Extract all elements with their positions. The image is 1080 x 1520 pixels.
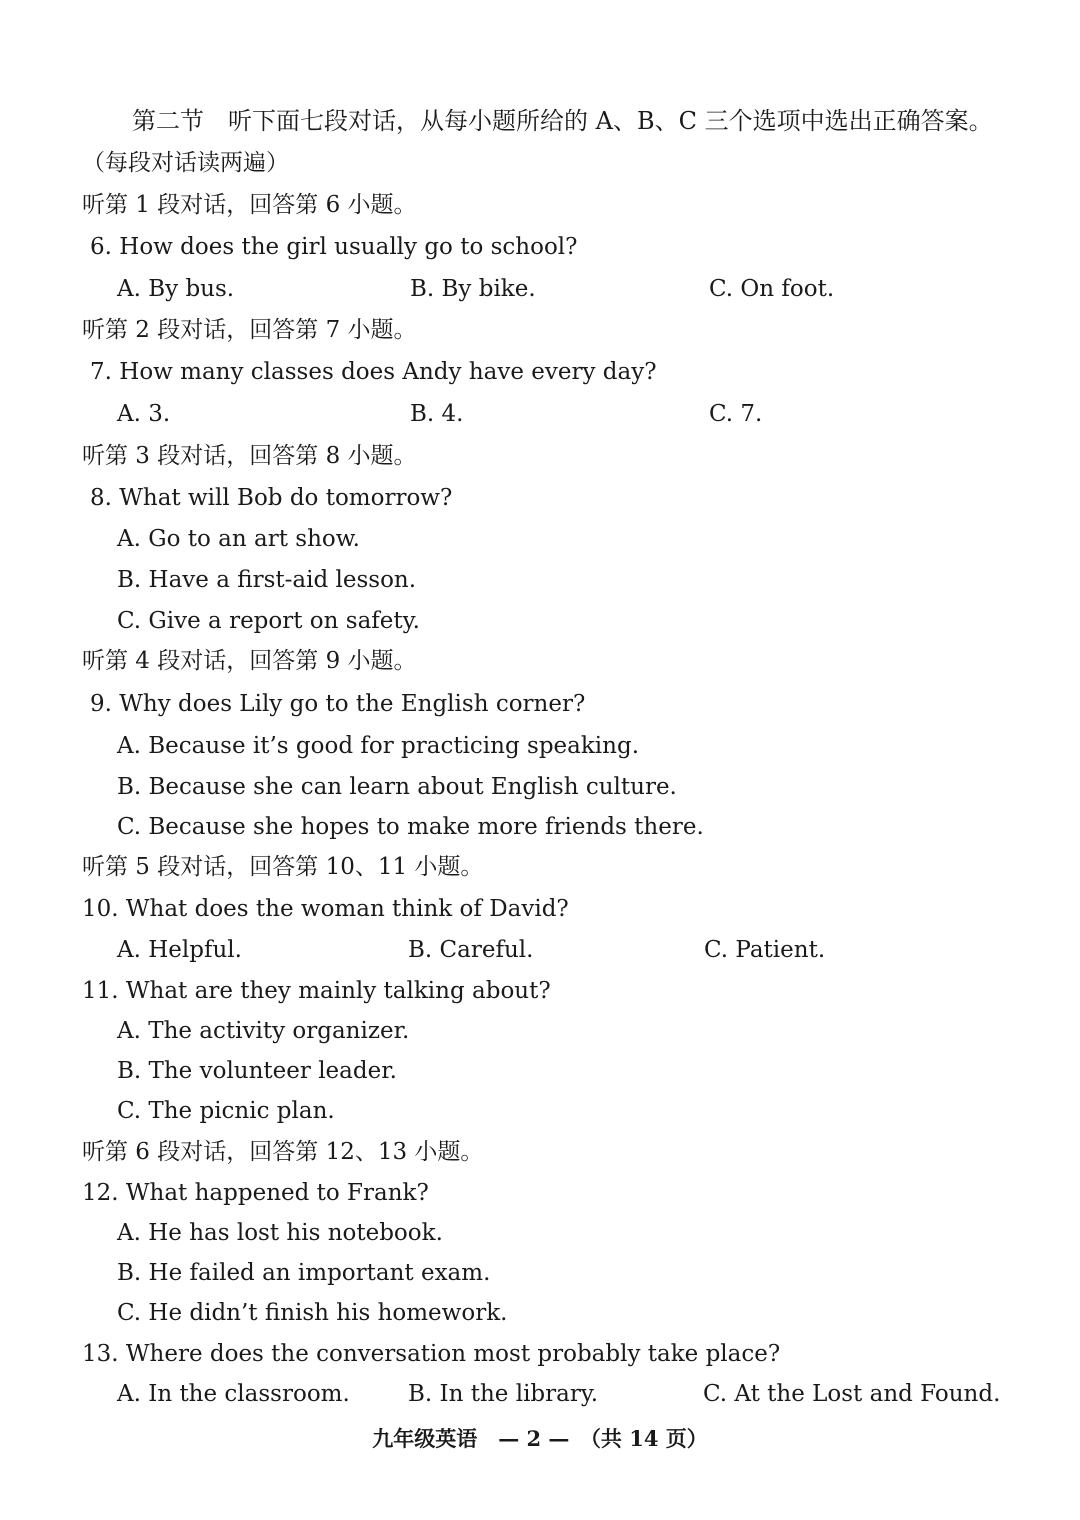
dialog-6-instruction: 听第 6 段对话，回答第 12、13 小题。: [82, 1139, 484, 1165]
question-12-option-a: A. He has lost his notebook.: [117, 1220, 443, 1246]
question-9-option-b: B. Because she can learn about English culture.: [117, 774, 677, 800]
dialog-3-instruction: 听第 3 段对话，回答第 8 小题。: [82, 443, 417, 469]
question-10-option-a: A. Helpful.: [117, 937, 242, 963]
question-6-stem: 6. How does the girl usually go to school?: [90, 234, 578, 260]
question-12-option-c: C. He didn’t finish his homework.: [117, 1300, 508, 1326]
question-8-stem: 8. What will Bob do tomorrow?: [90, 485, 453, 511]
question-6-option-b: B. By bike.: [410, 276, 536, 302]
dialog-4-instruction: 听第 4 段对话，回答第 9 小题。: [82, 648, 417, 674]
question-11-stem: 11. What are they mainly talking about?: [82, 978, 551, 1004]
question-8-option-a: A. Go to an art show.: [117, 526, 360, 552]
question-10-option-c: C. Patient.: [704, 937, 826, 963]
question-6-option-c: C. On foot.: [709, 276, 835, 302]
question-12-stem: 12. What happened to Frank?: [82, 1180, 429, 1206]
question-9-stem: 9. Why does Lily go to the English corner?: [90, 691, 586, 717]
question-13-option-b: B. In the library.: [408, 1381, 599, 1407]
dialog-1-instruction: 听第 1 段对话，回答第 6 小题。: [82, 192, 417, 218]
page-footer: 九年级英语 — 2 — （共 14 页）: [372, 1426, 708, 1451]
question-11-option-b: B. The volunteer leader.: [117, 1058, 397, 1084]
question-7-option-b: B. 4.: [410, 401, 464, 427]
question-11-option-a: A. The activity organizer.: [117, 1018, 410, 1044]
question-10-option-b: B. Careful.: [408, 937, 534, 963]
question-12-option-b: B. He failed an important exam.: [117, 1260, 491, 1286]
question-7-option-c: C. 7.: [709, 401, 763, 427]
question-9-option-c: C. Because she hopes to make more friends there.: [117, 814, 704, 840]
question-8-option-c: C. Give a report on safety.: [117, 608, 420, 634]
dialog-5-instruction: 听第 5 段对话，回答第 10、11 小题。: [82, 854, 484, 880]
question-13-option-c: C. At the Lost and Found.: [703, 1381, 1001, 1407]
section-note: （每段对话读两遍）: [82, 150, 289, 176]
question-6-option-a: A. By bus.: [117, 276, 235, 302]
question-7-option-a: A. 3.: [117, 401, 171, 427]
question-13-stem: 13. Where does the conversation most probably take place?: [82, 1341, 781, 1367]
question-10-stem: 10. What does the woman think of David?: [82, 896, 569, 922]
question-11-option-c: C. The picnic plan.: [117, 1098, 335, 1124]
dialog-2-instruction: 听第 2 段对话，回答第 7 小题。: [82, 317, 417, 343]
section-title: 第二节 听下面七段对话，从每小题所给的 A、B、C 三个选项中选出正确答案。: [132, 107, 993, 135]
question-9-option-a: A. Because it’s good for practicing speaking.: [117, 733, 640, 759]
question-8-option-b: B. Have a first-aid lesson.: [117, 567, 417, 593]
question-13-option-a: A. In the classroom.: [117, 1381, 350, 1407]
question-7-stem: 7. How many classes does Andy have every day?: [90, 359, 657, 385]
